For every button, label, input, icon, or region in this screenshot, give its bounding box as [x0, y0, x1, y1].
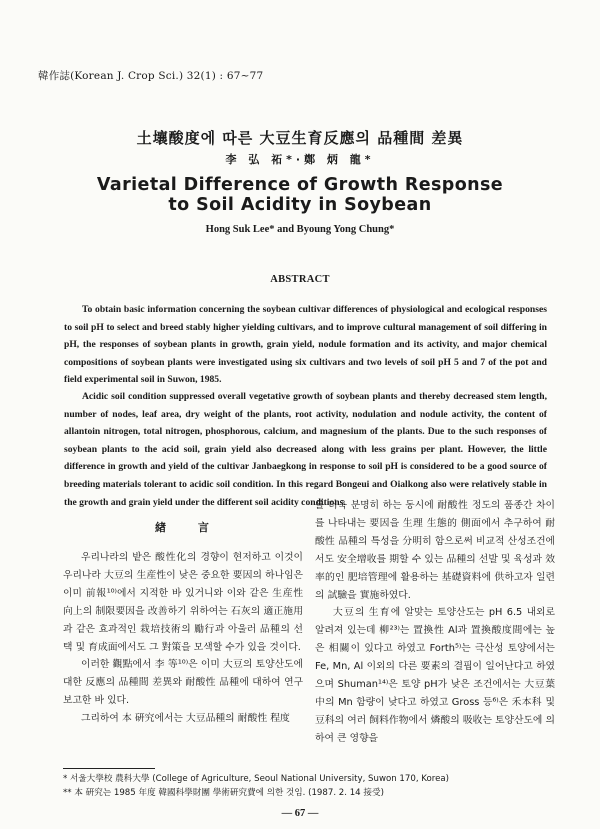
section-heading-introduction: 緖 言 [155, 521, 223, 534]
footnote-funding: ** 本 硏究는 1985 年度 韓國科學財團 學術硏究費에 의한 것임. (1987. 2. 14 接受) [63, 788, 384, 798]
page-number: — 67 — [281, 808, 319, 819]
english-title [0, 175, 600, 215]
footnote-affiliation: * 서울大學校 農科大學 (College of Agriculture, Seoul National University, Suwon 170, Korea) [63, 774, 450, 784]
left-column [63, 549, 303, 728]
left-paragraph-1: 우리나라의 밭은 酸性化의 경향이 현저하고 이것이 우리나라 大豆의 生産性이 낮은 중요한 要因의 하나임은 이미 前報¹⁰⁾에서 지적한 바 있거니와 이와 같은 生産性 向上의 制限要因을 改善하기 위하여는 石灰의 適正施用과 같은 효과적인 栽培技術의 勵行과 아울러 品種의 선택 및 育成面에서도 그 對策을 모색할 수가 있을 것이다. [63, 552, 303, 653]
abstract-heading: ABSTRACT [270, 274, 330, 285]
footnote-rule [63, 768, 155, 769]
abstract-paragraph-2 [64, 388, 547, 511]
english-title-line1: Varietal Difference of Growth Response [96, 175, 504, 195]
left-paragraph-3: 그리하여 本 硏究에서는 大豆品種의 耐酸性 程度 [81, 713, 290, 725]
korean-title: 土壤酸度에 따른 大豆生育反應의 品種間 差異 [136, 129, 464, 147]
right-paragraph-2: 大豆의 生育에 알맞는 토양산도는 pH 6.5 내외로 알려져 있는데 柳²³⁾는 置換性 Al과 置換酸度間에는 높은 相關이 있다고 하였고 Forth⁵⁾는 극산성 토양에서는 Fe, Mn, Al 이외의 다른 要素의 결핍이 일어난다고 하였으며 Shuman¹⁴⁾은 토양 pH가 낮은 조건에서는 大豆葉中의 Mn 함량이 낮다고 하였고 Gross 등⁶⁾은 禾本科 및 豆科의 여러 飼料作物에서 燐酸의 吸收는 토양산도에 의하여 큰 영향을 [315, 607, 555, 744]
english-title-line2: to Soil Acidity in Soybean [168, 195, 432, 215]
right-column [315, 497, 555, 748]
abstract-paragraph-2-text: Acidic soil condition suppressed overall vegetative growth of soybean plants and thereby decreased stem length, number of nodes, leaf area, dry weight of the plants, root activity, nodulation and nodule activity, the content of allantoin nitrogen, total nitrogen, phosphorous, calcium, and magnesium of the plants. Due to the such responses of soybean plants to the acid soil, grain yield also decreased along with less grains per plant. However, the little difference in growth and yield of the cultivar Janbaegkong in response to soil pH is considered to be a good source of breeding materials tolerant to acidic soil condition. In this regard Bongeui and Oialkong also were relatively stable in the growth and grain yield under the different soil acidity conditions. [64, 391, 547, 508]
abstract-paragraph-1-text: To obtain basic information concerning the soybean cultivar differences of physiological and ecological responses to soil pH to select and breed stably higher yielding cultivars, and to improve cultural management of soil differing in pH, the responses of soybean plants in growth, grain yield, nodule formation and its activity, and major chemical compositions of soybean plants were investigated using six cultivars and two levels of soil pH 5 and 7 of the pot and field experimental soil in Suwon, 1985. [64, 304, 547, 386]
left-paragraph-2: 이러한 觀點에서 李 等¹⁰⁾은 이미 大豆의 토양산도에 대한 反應의 品種間 差異와 耐酸性 品種에 대하여 연구 보고한 바 있다. [63, 659, 303, 707]
english-authors: Hong Suk Lee* and Byoung Yong Chung* [205, 224, 395, 235]
journal-header: 韓作誌(Korean J. Crop Sci.) 32(1) : 67~77 [38, 70, 264, 82]
right-paragraph-1: 를 더욱 분명히 하는 동시에 耐酸性 정도의 품종간 차이를 나타내는 要因을 生理 生態的 側面에서 추구하여 耐酸性 品種의 특성을 分明히 함으로써 비교적 산성조건에서도 安全增收를 期할 수 있는 品種의 선발 및 육성과 效率的인 肥培管理에 활용하는 基礎資料에 供하고자 일련의 試驗을 實施하였다. [315, 500, 555, 601]
abstract-paragraph-1 [64, 301, 547, 389]
korean-authors: 李 弘 祏*·鄭 炳 龍* [225, 153, 375, 166]
